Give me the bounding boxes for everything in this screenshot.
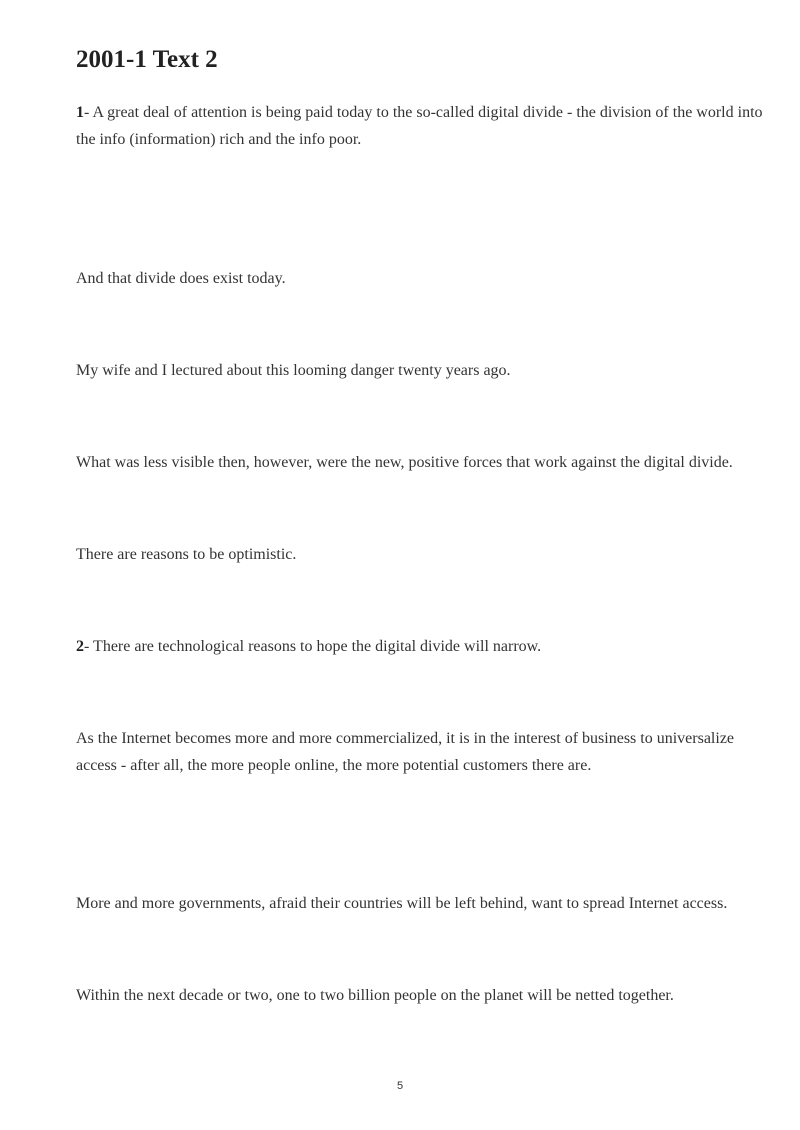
paragraph-number: 1 (76, 104, 84, 121)
paragraph-5 (76, 541, 776, 568)
paragraph-4 (76, 449, 776, 476)
page-title: 2001-1 Text 2 (76, 46, 218, 73)
paragraph-text: What was less visible then, however, were the new, positive forces that work against the digital divide. (76, 454, 733, 471)
paragraph-7 (76, 725, 776, 779)
paragraph-8 (76, 890, 776, 917)
paragraph-1 (76, 99, 776, 153)
paragraph-6 (76, 633, 776, 660)
paragraph-text: There are reasons to be optimistic. (76, 546, 297, 563)
paragraph-text: As the Internet becomes more and more commercialized, it is in the interest of business to universalize access - after all, the more people online, the more potential customers there are. (76, 730, 735, 774)
paragraph-text: - A great deal of attention is being paid today to the so-called digital divide - the division of the world into the info (information) rich and the info poor. (76, 104, 763, 148)
paragraph-text: - There are technological reasons to hope the digital divide will narrow. (84, 638, 542, 655)
paragraph-9 (76, 982, 776, 1009)
paragraph-2 (76, 265, 776, 292)
paragraph-text: And that divide does exist today. (76, 270, 286, 287)
paragraph-text: More and more governments, afraid their countries will be left behind, want to spread Internet access. (76, 895, 728, 912)
paragraph-3 (76, 357, 776, 384)
paragraph-text: My wife and I lectured about this looming danger twenty years ago. (76, 362, 511, 379)
paragraph-text: Within the next decade or two, one to two billion people on the planet will be netted together. (76, 987, 674, 1004)
paragraph-number: 2 (76, 638, 84, 655)
page-number: 5 (396, 1080, 404, 1092)
